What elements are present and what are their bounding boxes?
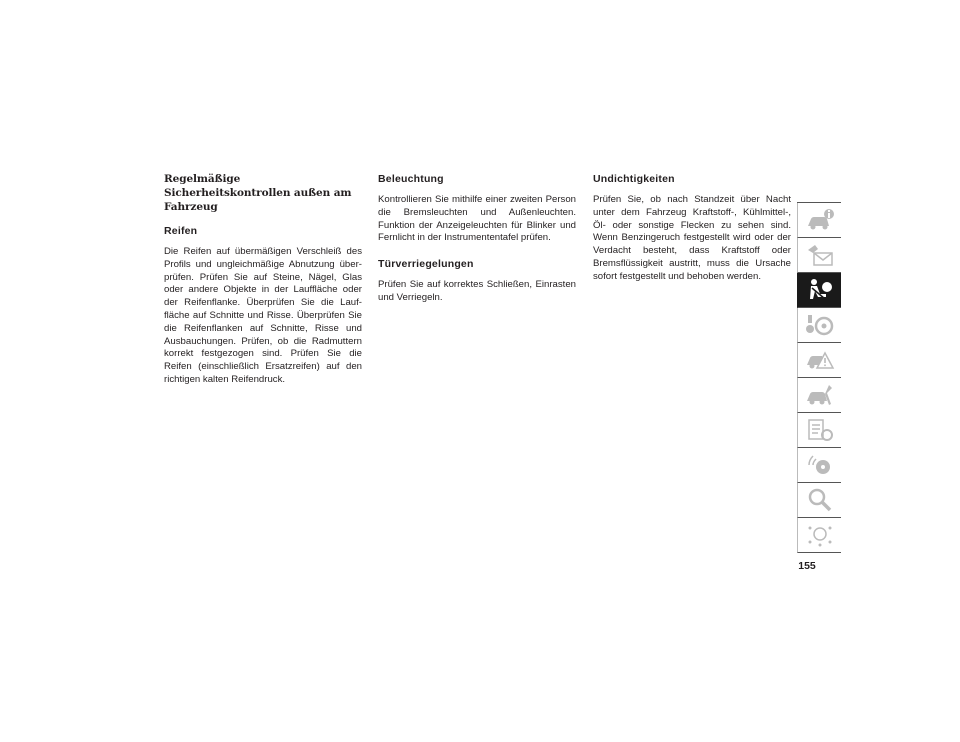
multimedia-icon <box>805 452 835 478</box>
magnifier-index-icon <box>805 487 835 513</box>
heading-undichtigkeiten: Undichtigkeiten <box>593 173 675 185</box>
car-warning-icon <box>805 347 835 373</box>
heading-tuerverriegelungen: Türverriegelungen <box>378 258 474 271</box>
tab-safety[interactable] <box>797 273 841 308</box>
tab-search[interactable] <box>797 483 841 518</box>
language-index-icon <box>805 522 835 548</box>
tab-car-info[interactable] <box>797 203 841 238</box>
column-right <box>593 172 791 296</box>
car-mail-icon <box>805 242 835 268</box>
tab-car-mail[interactable] <box>797 238 841 273</box>
paragraph-beleuchtung: Kontrollieren Sie mithilfe einer zweiten Person die Bremsleuchten und Außenleuchten. Funktion der Anzeigeleuchten für Blinker und Fernlicht in der Instrumententafel prüfen. <box>378 194 576 244</box>
tab-multimedia[interactable] <box>797 448 841 483</box>
car-info-icon <box>805 207 835 233</box>
paragraph-tuerverriegelungen: Prüfen Sie auf korrektes Schließen, Einrasten und Verriegeln. <box>378 279 576 303</box>
paragraph-undichtigkeiten: Prüfen Sie, ob nach Standzeit über Nacht unter dem Fahrzeug Kraftstoff-, Kühlmittel-, Öl- oder sonstige Flecken zu sehen sind. Wenn Benzingeruch festgestellt wird oder der Verdacht besteht, dass Kraftstoff oder Bremsflüssigkeit austritt, muss die Ursache sofort festgestellt und behoben werden. <box>593 194 791 282</box>
paragraph-reifen: Die Reifen auf übermäßigen Verschleiß des Profils und ungleichmäßige Abnutzung überprüfen. Prüfen Sie auf Steine, Nägel, Glas oder andere Objekte in der Lauffläche oder der Reifenflanke. Überprüfen Sie die Lauffläche auf Schnitte und Risse. Überprüfen Sie die Reifenflanken auf Schnitte, Risse und Ausbauchungen. Prüfen, ob die Radmuttern korrekt festgezogen sind. Prüfen Sie die Reifen (einschließlich Ersatzreifen) auf den richtigen kalten Reifendruck. <box>164 246 362 385</box>
tab-maintenance[interactable] <box>797 413 841 448</box>
steering-wheel-icon <box>805 312 835 338</box>
airbag-safety-icon <box>805 277 835 303</box>
heading-reifen: Reifen <box>164 225 198 237</box>
maintenance-list-icon <box>805 417 835 443</box>
tab-language[interactable] <box>797 518 841 553</box>
section-title: Regelmäßige Sicherheitskontrollen außen am Fahrzeug <box>164 173 352 213</box>
heading-beleuchtung: Beleuchtung <box>378 173 444 185</box>
column-left <box>164 172 362 399</box>
column-middle <box>378 172 576 317</box>
tab-warning[interactable] <box>797 343 841 378</box>
chapter-tabs <box>797 202 841 553</box>
car-service-icon <box>805 382 835 408</box>
tab-driving[interactable] <box>797 308 841 343</box>
tab-service[interactable] <box>797 378 841 413</box>
page-number: 155 <box>798 560 816 572</box>
